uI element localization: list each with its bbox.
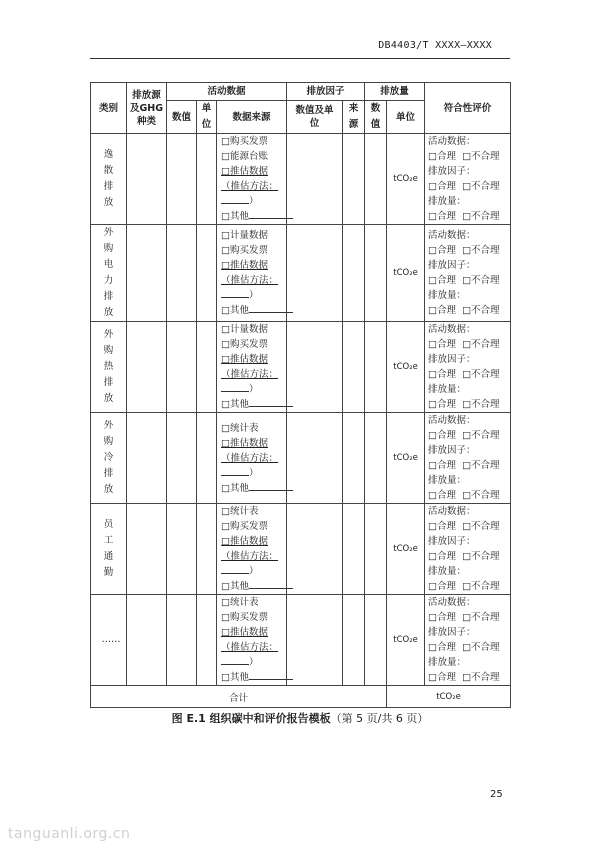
- source-ghg-cell[interactable]: [127, 322, 167, 413]
- header-category: 类别: [91, 83, 127, 134]
- factor-source-cell[interactable]: [343, 595, 365, 686]
- header-activity-value: 数值: [167, 101, 197, 134]
- source-ghg-cell[interactable]: [127, 225, 167, 322]
- data-source-cell: [217, 413, 287, 504]
- evaluation-options: [428, 303, 510, 318]
- category-cell: 逸散排放: [91, 134, 127, 225]
- option-unreasonable[interactable]: □不合理: [462, 369, 500, 380]
- evaluation-options: [428, 367, 510, 382]
- source-ghg-cell[interactable]: [127, 134, 167, 225]
- emission-unit-cell: tCO₂e: [387, 225, 425, 322]
- factor-source-cell[interactable]: [343, 413, 365, 504]
- option-reasonable[interactable]: □合理: [428, 181, 457, 192]
- figure-caption: [0, 710, 600, 726]
- evaluation-item-label: 活动数据：: [428, 230, 476, 241]
- data-source-cell: [217, 225, 287, 322]
- option-reasonable[interactable]: □合理: [428, 460, 457, 471]
- evaluation-options: [428, 243, 510, 258]
- evaluation-item-label: 排放因子：: [428, 166, 476, 177]
- source-option[interactable]: □购买发票: [221, 339, 268, 350]
- header-factor: 排放因子: [287, 83, 365, 101]
- source-ghg-cell[interactable]: [127, 413, 167, 504]
- caption-label: 图 E.1 组织碳中和评价报告模板: [171, 712, 331, 725]
- emission-value-cell[interactable]: [365, 595, 387, 686]
- option-reasonable[interactable]: □合理: [428, 612, 457, 623]
- category-cell: 外购热排放: [91, 322, 127, 413]
- option-unreasonable[interactable]: □不合理: [462, 151, 500, 162]
- activity-unit-cell[interactable]: [197, 595, 217, 686]
- emission-unit-cell: tCO₂e: [387, 322, 425, 413]
- factor-source-cell[interactable]: [343, 225, 365, 322]
- evaluation-item-label: 活动数据：: [428, 324, 476, 335]
- option-unreasonable[interactable]: □不合理: [462, 581, 500, 592]
- factor-source-cell[interactable]: [343, 134, 365, 225]
- evaluation-item-label: 排放量：: [428, 290, 467, 301]
- evaluation-item-label: 活动数据：: [428, 597, 476, 608]
- evaluation-item-label: 排放量：: [428, 657, 467, 668]
- watermark: tanguanli.org.cn: [8, 826, 131, 842]
- factor-value-cell[interactable]: [287, 134, 343, 225]
- option-reasonable[interactable]: □合理: [428, 339, 457, 350]
- emission-value-cell[interactable]: [365, 413, 387, 504]
- option-reasonable[interactable]: □合理: [428, 211, 457, 222]
- evaluation-options: [428, 428, 510, 443]
- evaluation-options: [428, 149, 510, 164]
- source-option[interactable]: □其他: [221, 397, 286, 412]
- evaluation-options: [428, 273, 510, 288]
- source-option[interactable]: □推估数据（推估方法：）: [221, 627, 279, 668]
- evaluation-cell: [425, 225, 511, 322]
- option-reasonable[interactable]: □合理: [428, 369, 457, 380]
- table-row: [91, 322, 511, 413]
- activity-value-cell[interactable]: [167, 322, 197, 413]
- option-unreasonable[interactable]: □不合理: [462, 672, 500, 683]
- emission-unit-cell: tCO₂e: [387, 134, 425, 225]
- emission-value-cell[interactable]: [365, 225, 387, 322]
- option-unreasonable[interactable]: □不合理: [462, 399, 500, 410]
- source-option[interactable]: □推估数据（推估方法：）: [221, 437, 279, 479]
- option-unreasonable[interactable]: □不合理: [462, 181, 500, 192]
- caption-page: （第 5 页/共 6 页）: [330, 712, 429, 725]
- evaluation-options: [428, 488, 510, 503]
- evaluation-cell: [425, 322, 511, 413]
- evaluation-item-label: 排放量：: [428, 196, 467, 207]
- source-option[interactable]: □统计表: [221, 506, 259, 517]
- table-row: [91, 595, 511, 686]
- source-option[interactable]: □购买发票: [221, 521, 268, 532]
- option-unreasonable[interactable]: □不合理: [462, 490, 500, 501]
- evaluation-item-label: 排放因子：: [428, 536, 476, 547]
- total-row: [91, 686, 511, 708]
- evaluation-options: [428, 610, 510, 625]
- report-table: [90, 82, 511, 708]
- emission-unit-cell: tCO₂e: [387, 413, 425, 504]
- activity-unit-cell[interactable]: [197, 225, 217, 322]
- evaluation-options: [428, 337, 510, 352]
- source-option[interactable]: □购买发票: [221, 136, 268, 147]
- category-cell: 外购冷排放: [91, 413, 127, 504]
- activity-value-cell[interactable]: [167, 504, 197, 595]
- evaluation-cell: [425, 504, 511, 595]
- header-rule: [90, 58, 510, 59]
- option-unreasonable[interactable]: □不合理: [462, 430, 500, 441]
- evaluation-options: [428, 397, 510, 412]
- header-evaluation: 符合性评价: [425, 83, 511, 134]
- activity-unit-cell[interactable]: [197, 322, 217, 413]
- emission-unit-cell: tCO₂e: [387, 504, 425, 595]
- source-option[interactable]: □推估数据（推估方法：）: [221, 260, 279, 301]
- activity-value-cell[interactable]: [167, 595, 197, 686]
- activity-value-cell[interactable]: [167, 413, 197, 504]
- option-reasonable[interactable]: □合理: [428, 245, 457, 256]
- emission-value-cell[interactable]: [365, 322, 387, 413]
- evaluation-options: [428, 579, 510, 594]
- header-emission-unit: 单位: [387, 101, 425, 134]
- source-option[interactable]: □能源台账: [221, 151, 268, 162]
- data-source-cell: [217, 322, 287, 413]
- source-ghg-cell[interactable]: [127, 504, 167, 595]
- source-option[interactable]: □其他: [221, 209, 286, 224]
- activity-unit-cell[interactable]: [197, 504, 217, 595]
- option-reasonable[interactable]: □合理: [428, 430, 457, 441]
- header-emission-value: 数值: [365, 101, 387, 134]
- table-row: [91, 134, 511, 225]
- table-row: [91, 504, 511, 595]
- source-option[interactable]: □计量数据: [221, 324, 268, 335]
- activity-unit-cell[interactable]: [197, 413, 217, 504]
- factor-value-cell[interactable]: [287, 595, 343, 686]
- header-activity: 活动数据: [167, 83, 287, 101]
- source-option[interactable]: □其他: [221, 303, 286, 318]
- activity-unit-cell[interactable]: [197, 134, 217, 225]
- source-option[interactable]: □统计表: [221, 422, 259, 434]
- evaluation-cell: [425, 413, 511, 504]
- option-unreasonable[interactable]: □不合理: [462, 211, 500, 222]
- total-label: 合计: [91, 686, 387, 708]
- evaluation-item-label: 排放因子：: [428, 627, 476, 638]
- table-row: [91, 225, 511, 322]
- evaluation-options: [428, 458, 510, 473]
- evaluation-options: [428, 549, 510, 564]
- evaluation-item-label: 排放因子：: [428, 445, 476, 456]
- evaluation-options: [428, 519, 510, 534]
- option-reasonable[interactable]: □合理: [428, 490, 457, 501]
- source-option[interactable]: □推估数据（推估方法：）: [221, 354, 279, 395]
- factor-value-cell[interactable]: [287, 504, 343, 595]
- activity-value-cell[interactable]: [167, 225, 197, 322]
- factor-value-cell[interactable]: [287, 225, 343, 322]
- option-reasonable[interactable]: □合理: [428, 399, 457, 410]
- option-reasonable[interactable]: □合理: [428, 672, 457, 683]
- evaluation-item-label: 排放量：: [428, 475, 467, 486]
- category-cell: ……: [91, 595, 127, 686]
- option-reasonable[interactable]: □合理: [428, 642, 457, 653]
- source-option[interactable]: □统计表: [221, 597, 259, 608]
- data-source-cell: [217, 595, 287, 686]
- option-unreasonable[interactable]: □不合理: [462, 275, 500, 286]
- option-unreasonable[interactable]: □不合理: [462, 245, 500, 256]
- option-reasonable[interactable]: □合理: [428, 305, 457, 316]
- header-factor-source: 来源: [343, 101, 365, 134]
- data-source-cell: [217, 504, 287, 595]
- source-option[interactable]: □购买发票: [221, 245, 268, 256]
- table-row: [91, 413, 511, 504]
- emission-unit-cell: tCO₂e: [387, 595, 425, 686]
- emission-value-cell[interactable]: [365, 504, 387, 595]
- header-source: 排放源及GHG种类: [127, 83, 167, 134]
- source-option[interactable]: □其他: [221, 481, 286, 496]
- evaluation-item-label: 活动数据：: [428, 136, 476, 147]
- source-option[interactable]: □推估数据（推估方法：）: [221, 536, 279, 577]
- source-option[interactable]: □计量数据: [221, 230, 268, 241]
- total-unit: tCO₂e: [387, 686, 511, 708]
- evaluation-cell: [425, 595, 511, 686]
- header-activity-source: 数据来源: [217, 101, 287, 134]
- option-unreasonable[interactable]: □不合理: [462, 551, 500, 562]
- option-unreasonable[interactable]: □不合理: [462, 460, 500, 471]
- option-reasonable[interactable]: □合理: [428, 551, 457, 562]
- data-source-cell: [217, 134, 287, 225]
- evaluation-options: [428, 209, 510, 224]
- option-reasonable[interactable]: □合理: [428, 275, 457, 286]
- page-number: 25: [490, 789, 503, 800]
- header-activity-unit: 单位: [197, 101, 217, 134]
- source-option[interactable]: □其他: [221, 670, 286, 685]
- evaluation-item-label: 活动数据：: [428, 506, 476, 517]
- category-cell: 员工通勤: [91, 504, 127, 595]
- option-reasonable[interactable]: □合理: [428, 521, 457, 532]
- source-option[interactable]: □推估数据（推估方法：）: [221, 166, 279, 207]
- option-unreasonable[interactable]: □不合理: [462, 305, 500, 316]
- emission-value-cell[interactable]: [365, 134, 387, 225]
- option-reasonable[interactable]: □合理: [428, 151, 457, 162]
- header-emission: 排放量: [365, 83, 425, 101]
- header-factor-value: 数值及单位: [287, 101, 343, 134]
- factor-source-cell[interactable]: [343, 504, 365, 595]
- evaluation-options: [428, 640, 510, 655]
- factor-value-cell[interactable]: [287, 322, 343, 413]
- document-code: DB4403/T XXXX—XXXX: [378, 40, 492, 51]
- activity-value-cell[interactable]: [167, 134, 197, 225]
- evaluation-options: [428, 670, 510, 685]
- option-unreasonable[interactable]: □不合理: [462, 521, 500, 532]
- evaluation-item-label: 排放因子：: [428, 354, 476, 365]
- option-unreasonable[interactable]: □不合理: [462, 339, 500, 350]
- evaluation-item-label: 活动数据：: [428, 415, 476, 426]
- source-ghg-cell[interactable]: [127, 595, 167, 686]
- evaluation-cell: [425, 134, 511, 225]
- option-unreasonable[interactable]: □不合理: [462, 642, 500, 653]
- evaluation-item-label: 排放量：: [428, 566, 467, 577]
- evaluation-item-label: 排放量：: [428, 384, 467, 395]
- source-option[interactable]: □购买发票: [221, 612, 268, 623]
- source-option[interactable]: □其他: [221, 579, 286, 594]
- option-reasonable[interactable]: □合理: [428, 581, 457, 592]
- factor-value-cell[interactable]: [287, 413, 343, 504]
- evaluation-options: [428, 179, 510, 194]
- evaluation-item-label: 排放因子：: [428, 260, 476, 271]
- category-cell: 外购电力排放: [91, 225, 127, 322]
- option-unreasonable[interactable]: □不合理: [462, 612, 500, 623]
- factor-source-cell[interactable]: [343, 322, 365, 413]
